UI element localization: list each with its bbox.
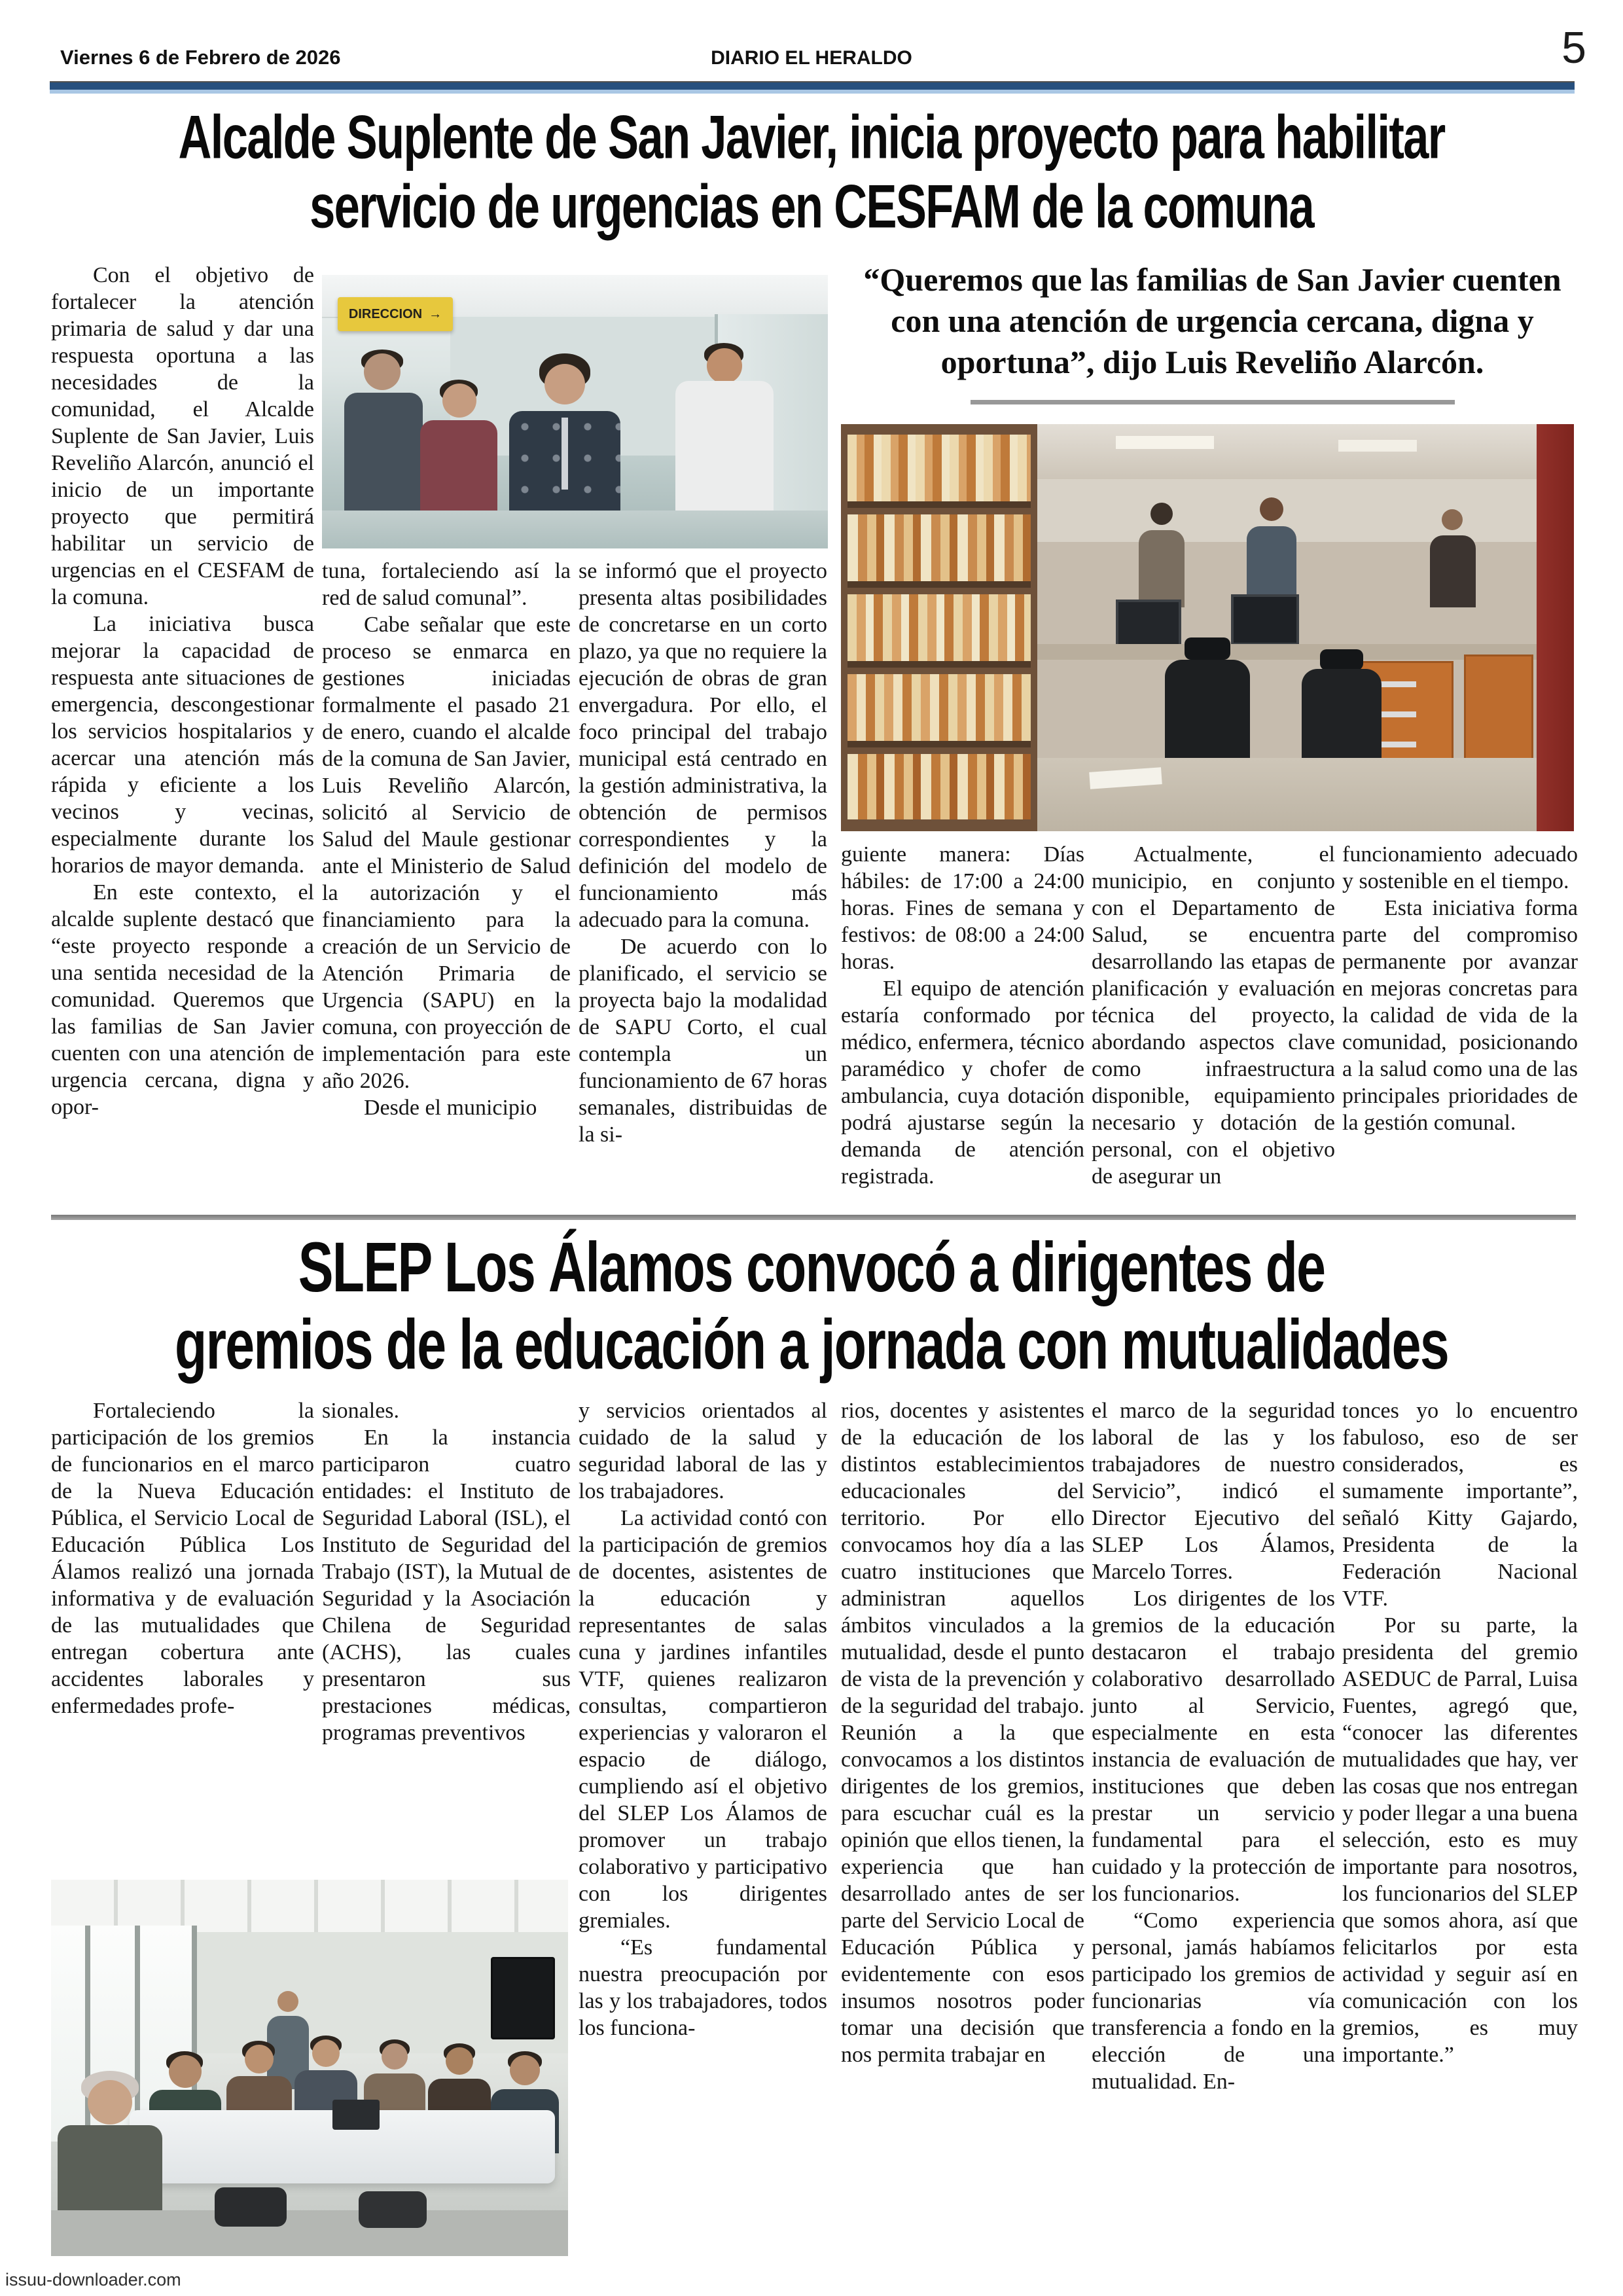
article2-column-1	[51, 1397, 314, 1869]
paragraph: el marco de la seguridad laboral de las y los trabajadores de nuestro Servicio”, indicó el Director Ejecutivo del SLEP Los Álamos, Marcelo Torres.	[1092, 1399, 1335, 1584]
arrow-right-icon: →	[429, 306, 442, 321]
article2-column-5	[1092, 1397, 1335, 2176]
article2-column-6	[1342, 1397, 1578, 2176]
paragraph: Actualmente, el municipio, en conjunto con el Departamento de Salud, se encuentra desarrollando las etapas de planificación y evaluación técnica del proyecto, abordando aspectos clave como infraestructura disponible, equipamiento necesario y dotación de personal, con el objetivo de asegurar un	[1092, 842, 1335, 1189]
article2-headline-line1: SLEP Los Álamos convocó a dirigentes de	[298, 1228, 1325, 1307]
floor	[322, 511, 828, 548]
shelf-binders-row	[847, 594, 1031, 668]
shelf-binders-row	[847, 514, 1031, 588]
paragraph: guiente manera: Días hábiles: de 17:00 a 24:00 horas. Fines de semana y festivos: de 08:00 a 24:00 horas.	[841, 842, 1084, 974]
paragraph: Desde el municipio	[364, 1096, 537, 1120]
article1-column-6	[1342, 841, 1578, 1224]
article2-headline-line2: gremios de la educación a jornada con mutualidades	[175, 1305, 1448, 1384]
article1-column-5	[1092, 841, 1335, 1224]
header-rule-light	[50, 90, 1575, 94]
person-silhouette	[1247, 497, 1296, 609]
drawer-cabinet	[1464, 655, 1533, 764]
pull-quote	[841, 259, 1584, 404]
desk-surface	[1037, 644, 1537, 660]
lanyard	[562, 418, 568, 490]
paragraph: El equipo de atención estaría conformado por médico, enfermera, técnico paramédico y chofer de ambulancia, cuya dotación podrá ajustarse según la demanda de atención registrada.	[841, 977, 1084, 1189]
article1-headline-line1: Alcalde Suplente de San Javier, inicia proyecto para habilitar	[178, 102, 1445, 171]
paragraph: sionales.	[322, 1399, 400, 1423]
article2-column-4	[841, 1397, 1084, 2176]
ceiling	[51, 1880, 568, 1932]
shelf-binders-row	[847, 435, 1031, 508]
article2-headline	[0, 1229, 1623, 1384]
page-number: 5	[1561, 23, 1586, 73]
laptop	[332, 2100, 380, 2130]
person-silhouette	[1430, 509, 1476, 607]
paragraph: La actividad contó con la participación de gremios de docentes, asistentes de la educación y representantes de salas cuna y jardines infantiles VTF, quienes realizaron consultas, compartieron experiencias y valoraron el espacio de diálogo, cumpliendo así el objetivo del SLEP Los Álamos de promover un trabajo colaborativo y participativo con los dirigentes gremiales.	[579, 1506, 827, 1933]
masthead: DIARIO EL HERALDO	[711, 47, 912, 69]
paragraph: tonces yo lo encuentro fabuloso, eso de ser considerados, es sumamente importante”, señaló Kitty Gajardo, Presidenta de la Federación Nacional VTF.	[1342, 1399, 1578, 1611]
paragraph: La iniciativa busca mejorar la capacidad de respuesta ante situaciones de emergencia, descongestionar los servicios hospitalarios y acercar una atención más rápida y eficiente a los vecinos y vecinas, especialmente durante los horarios de mayor demanda.	[51, 612, 314, 878]
monitor	[1116, 600, 1181, 648]
photo-gremios-meeting	[51, 1880, 568, 2256]
red-pillar	[1537, 424, 1574, 831]
ceiling-light	[1338, 440, 1417, 452]
header-rule	[50, 81, 1575, 94]
monitor	[1231, 594, 1299, 645]
pull-quote-text: “Queremos que las familias de San Javier cuenten con una atención de urgencia cercana, digna y oportuna”, dijo Luis Reveliño Alarcón.	[863, 261, 1561, 380]
paragraph: “Es fundamental nuestra preocupación por las y los trabajadores, todos los funciona-	[579, 1935, 827, 2040]
paragraph: En este contexto, el alcalde suplente destacó que “este proyecto responde a una sentida necesidad de la comunidad. Queremos que las familias de San Javier cuenten con una atención de urgencia cercana, digna y opor-	[51, 880, 314, 1119]
article2-column-2	[322, 1397, 571, 1869]
edition-date: Viernes 6 de Febrero de 2026	[60, 46, 341, 69]
ceiling-light	[1116, 436, 1214, 449]
paragraph: “Como experiencia personal, jamás habíamos participado los gremios de funcionarias vía transferencia a fondo en la elección de una mutualidad. En-	[1092, 1909, 1335, 2094]
paragraph: Esta iniciativa forma parte del compromiso permanente por avanzar en mejoras concretas para la calidad de vida de la comunidad, posicionando a la salud como una de las principales prioridades de la gestión comunal.	[1342, 896, 1578, 1135]
paragraph: Fortaleciendo la participación de los gremios de funcionarios en el marco de la Nueva Educación Pública, el Servicio Local de Educación Pública Los Álamos realizó una jornada informativa y de evaluación de las mutualidades que entregan cobertura ante accidentes laborales y enfermedades profe-	[51, 1399, 314, 1718]
direction-sign-label: DIRECCION	[348, 306, 423, 321]
shelf-binders-row	[847, 674, 1031, 747]
paragraph: Los dirigentes de los gremios de la educación destacaron el trabajo colaborativo desarrollado junto al Servicio, especialmente en esta instancia de evaluación de instituciones que deben prestar un servicio fundamental para el cuidado y la protección de los funcionarios.	[1092, 1587, 1335, 1906]
paragraph: Con el objetivo de fortalecer la atención primaria de salud y dar una respuesta oportuna a las necesidades de la comunidad, el Alcalde Suplente de San Javier, Luis Reveliño Alarcón, anunció el inicio de un importante proyecto que permitirá habilitar un servicio de urgencias en el CESFAM de la comuna.	[51, 263, 314, 609]
article1-headline-line2: servicio de urgencias en CESFAM de la comuna	[310, 171, 1313, 241]
article1-column-3	[579, 558, 827, 1215]
article1-column-2	[322, 558, 571, 1215]
paragraph: tuna, fortaleciendo así la red de salud comunal”.	[322, 559, 571, 610]
article1-headline	[0, 102, 1623, 241]
tv-screen	[491, 1957, 555, 2039]
chair-back	[215, 2187, 287, 2227]
file-shelf-unit	[841, 424, 1037, 831]
paragraph: se informó que el proyecto presenta altas posibilidades de concretarse en un corto plazo, ya que no requiere la ejecución de obras de gran envergadura. Por ello, el foco principal del trabajo municipal está centrado en la gestión administrativa, la obtención de permisos correspondientes y la definición del modelo de funcionamiento más adecuado para la comuna.	[579, 559, 827, 932]
paragraph: rios, docentes y asistentes de la educación de los distintos establecimientos educacionales del territorio. Por ello convocamos hoy día a las cuatro instituciones que administran aquellos ámbitos vinculados a la mutualidad, desde el punto de vista de la prevención y de la seguridad del trabajo. Reunión a la que convocamos a los distintos dirigentes de los gremios, para escuchar cuál es la opinión que ellos tienen, la experiencia que han desarrollado antes de ser parte del Servicio Local de Educación Pública y evidentemente con esos insumos nosotros poder tomar una decisión que nos permita trabajar en	[841, 1399, 1084, 2067]
direction-sign	[338, 297, 453, 331]
article1-column-4	[841, 841, 1084, 1224]
paragraph: De acuerdo con lo planificado, el servicio se proyecta bajo la modalidad de SAPU Corto, el cual contempla un funcionamiento de 67 horas semanales, distribuidas de la si-	[579, 935, 827, 1147]
pull-quote-rule	[971, 400, 1455, 404]
shelf-binders-row	[847, 754, 1031, 819]
watermark: issuu-downloader.com	[5, 2270, 181, 2289]
paragraph: y servicios orientados al cuidado de la salud y seguridad laboral de las y los trabajadores.	[579, 1399, 827, 1503]
person-silhouette	[1139, 503, 1185, 607]
article2-column-3	[579, 1397, 827, 2176]
floor	[51, 2210, 568, 2256]
paragraph: Cabe señalar que este proceso se enmarca en gestiones iniciadas formalmente el pasado 21 de enero, cuando el alcalde de la comuna de San Javier, Luis Reveliño Alarcón, solicitó al Servicio de Salud del Maule gestionar ante el Ministerio de Salud la autorización y el financiamiento para la creación de un Servicio de Atención Primaria de Urgencia (SAPU) en la comuna, con proyección de implementación para este año 2026.	[322, 613, 571, 1093]
article-divider-rule	[51, 1215, 1576, 1220]
paragraph: Por su parte, la presidenta del gremio ASEDUC de Parral, Luisa Fuentes, agregó que, “conocer las diferentes mutualidades que hay, ver las cosas que nos entregan y poder llegar a una buena selección, esto es muy importante para nosotros, los funcionarios del SLEP que somos ahora, así que felicitarlos por esta actividad y seguir así en comunicación con los gremios, es muy importante.”	[1342, 1613, 1578, 2067]
paragraph: En la instancia participaron cuatro entidades: el Instituto de Seguridad Laboral (ISL), el Instituto de Seguridad del Trabajo (IST), la Mutual de Seguridad y la Asociación Chilena de Seguridad (ACHS), las cuales presentaron sus prestaciones médicas, programas preventivos	[322, 1426, 571, 1745]
chair-back	[359, 2191, 427, 2228]
front-desk	[1037, 758, 1537, 831]
photo-municipal-office	[841, 424, 1574, 831]
article1-column-1	[51, 262, 314, 1211]
header-rule-dark	[50, 81, 1575, 90]
photo-cesfam-hallway	[322, 275, 828, 548]
paragraph: funcionamiento adecuado y sostenible en el tiempo.	[1342, 842, 1578, 893]
